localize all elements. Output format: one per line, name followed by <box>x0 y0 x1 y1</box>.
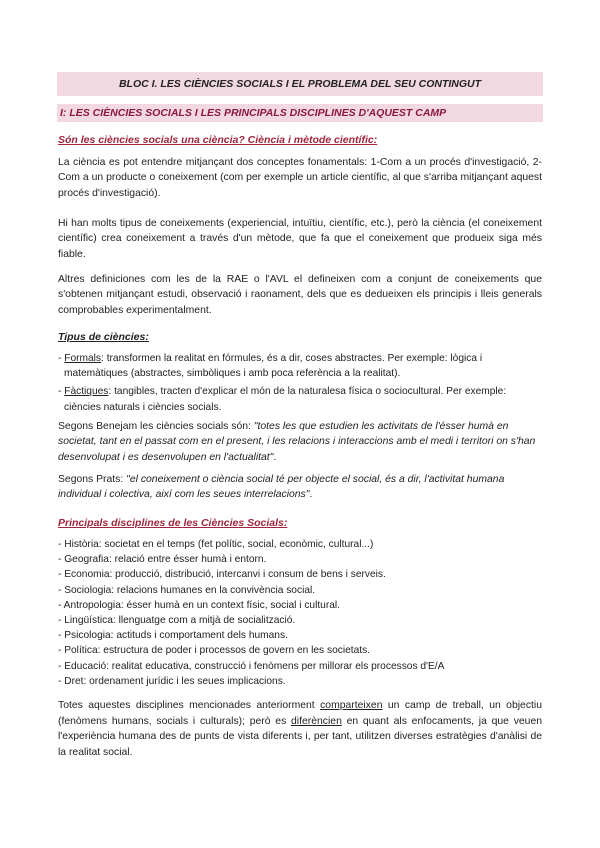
benejam-lead: Segons Benejam les ciències socials són: <box>58 421 254 432</box>
conclusion-text-c: en quant als enfocaments, ja que veuen l'experiència humana des de punts de vista diferents i, per tant, utilitzen diverses estratègies d'anàlisi de la realitat social. <box>58 715 542 758</box>
question-heading: Són les ciències socials una ciència? Ciència i mètode científic: <box>58 134 378 146</box>
list-item: - Dret: ordenament jurídic i les seues implicacions. <box>58 675 286 687</box>
conclusion-underlined-diferencien: diferèncien <box>291 715 342 727</box>
bullet-dash: - <box>58 353 65 364</box>
list-item-factiques <box>58 384 542 414</box>
conclusion-underlined-comparteixen: comparteixen <box>320 700 383 711</box>
factiques-text: : tangibles, tracten d'explicar el món de la naturalesa física o sociocultural. Per exemple: ciències naturals i ciències socials. <box>64 386 507 413</box>
section-title: I: LES CIÈNCIES SOCIALS I LES PRINCIPALS DISCIPLINES D'AQUEST CAMP <box>57 104 543 122</box>
term-factiques: Fàctiques <box>64 386 109 398</box>
list-item: - Història: societat en el temps (fet polític, social, econòmic, cultural...) <box>58 539 374 550</box>
list-item: - Educació: realitat educativa, construcció i fenòmens per millorar els processos d'E/A <box>58 660 445 672</box>
list-item: - Política: estructura de poder i processos de govern en les societats. <box>58 645 371 657</box>
disciplines-list <box>58 537 542 689</box>
list-item: - Economia: producció, distribució, intercanvi i consum de bens i serveis. <box>58 569 386 581</box>
bloc-title: BLOC I. LES CIÈNCIES SOCIALS I EL PROBLEMA DEL SEU CONTINGUT <box>57 72 543 96</box>
list-item: - Psicologia: actituds i comportament dels humans. <box>58 630 288 642</box>
conclusion-text-b: un camp de treball, un objectiu (fenòmens humans, socials i culturals); però es <box>58 700 542 727</box>
list-item: - Antropologia: ésser humà en un context físic, social i cultural. <box>58 599 340 611</box>
prats-lead: Segons Prats: <box>58 474 127 485</box>
disciplines-heading: Principals disciplines de les Ciències Socials: <box>58 517 288 529</box>
list-item: - Geografia: relació entre ésser humà i entorn. <box>58 554 267 566</box>
prats-end: . <box>309 489 313 501</box>
benejam-quote: "totes les que estudien les activitats de l'ésser humà en societat, tant en el passat com en el present, i les relacions i interaccions amb el medi i territori on s'han desenvolupat i es desenvolupen en l'actualitat" <box>58 421 536 463</box>
science-types-list <box>58 351 542 415</box>
paragraph-rae-definition: Altres definiciones com les de la RAE o l'AVL el defineixen com a conjunt de coneixements que s'obtenen mitjançant estudi, observació i raonament, dels que es dedueixen els principis i lleis generals comprobables experimentalment. <box>58 274 542 316</box>
benejam-end: . <box>273 451 277 463</box>
conclusion-paragraph <box>58 698 542 760</box>
conclusion-text-a: Totes aquestes disciplines mencionades anteriorment <box>58 700 321 711</box>
types-heading: Tipus de ciències: <box>58 331 149 343</box>
bullet-dash: - <box>58 386 65 398</box>
benejam-quote-paragraph <box>58 419 542 465</box>
formals-text: : transformen la realitat en fórmules, és a dir, coses abstractes. Per exemple: lògica i matemàtiques (abstractes, simbòliques i amb poca referència a la realitat). <box>64 353 483 380</box>
prats-quote: "el coneixement o ciència social té per objecte el social, és a dir, l'activitat humana individual i colectiva, així com les seues interrelacions" <box>58 474 505 501</box>
list-item: - Lingüística: llenguatge com a mitjà de socialització. <box>58 615 296 627</box>
prats-quote-paragraph <box>58 472 542 503</box>
list-item: - Sociologia: relacions humanes en la convivència social. <box>58 584 316 596</box>
list-item-formals <box>58 351 542 381</box>
paragraph-knowledge-types: Hi han molts tipus de coneixements (experiencial, intuïtiu, científic, etc.), però la ciència (el coneixement científic) crea coneixement a través d'un mètode, que fa que el coneixement que produeix siga més fiable. <box>58 218 542 260</box>
term-formals: Formals <box>64 353 102 364</box>
paragraph-science-definition: La ciència es pot entendre mitjançant dos conceptes fonamentals: 1-Com a un procés d'investigació, 2-Com a un producte o coneixement (com per exemple un article científic, al que s'arriba mitjançant aquest procés d'investigació). <box>58 157 542 199</box>
